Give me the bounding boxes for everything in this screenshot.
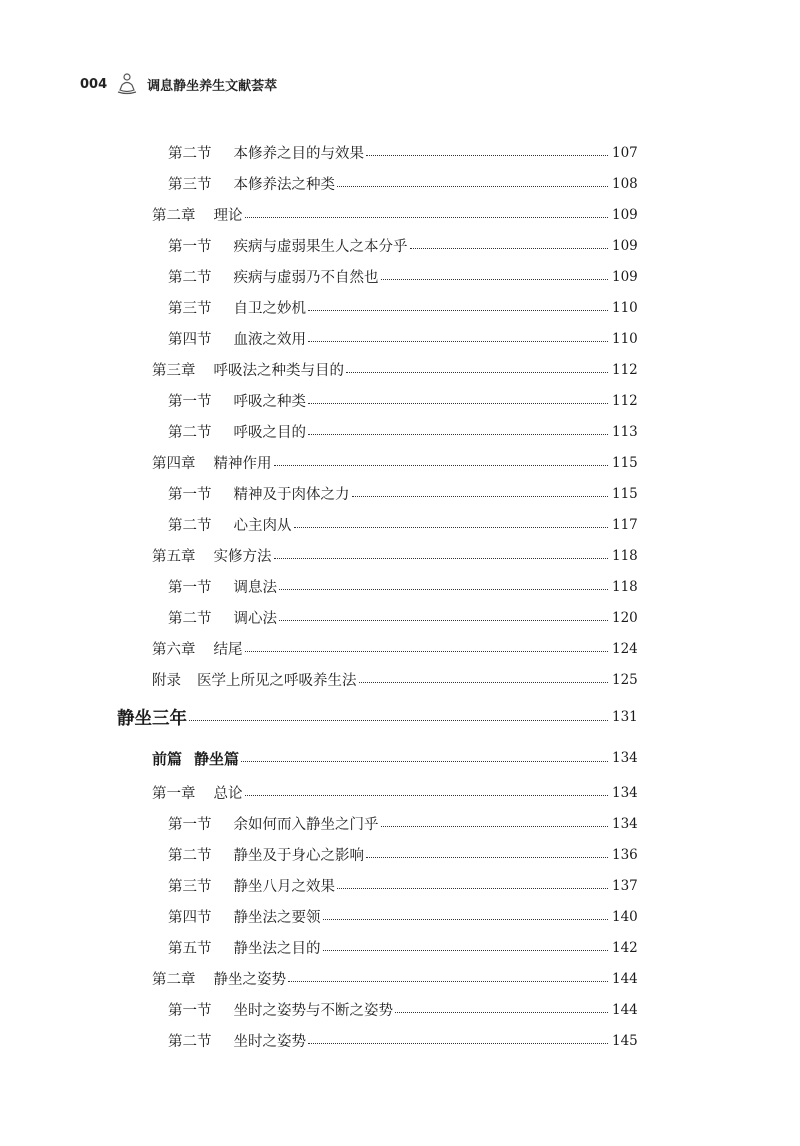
toc-entry — [0, 261, 800, 292]
toc-entry — [0, 777, 800, 808]
toc-entry-title: 本修养法之种类 — [233, 177, 335, 193]
toc-entry-page: 112 — [612, 361, 638, 378]
dot-leader — [245, 795, 609, 796]
toc-entry-label: 第一节 — [168, 487, 212, 503]
dot-leader — [381, 826, 609, 827]
toc-entry — [0, 839, 800, 870]
toc-entry-label: 第二章 — [152, 972, 196, 988]
page-number: 004 — [80, 76, 108, 92]
dot-leader — [245, 651, 609, 652]
toc-entry-page: 144 — [612, 970, 638, 987]
toc-entry-label: 第二节 — [168, 1034, 212, 1050]
toc-entry-title: 坐时之姿势与不断之姿势 — [233, 1003, 393, 1019]
toc-entry-title: 总论 — [213, 786, 243, 802]
dot-leader — [323, 950, 609, 951]
toc-entry-page: 136 — [612, 846, 638, 863]
toc-entry — [0, 199, 800, 230]
toc-entry — [0, 137, 800, 168]
toc-entry-label: 第三章 — [152, 363, 196, 379]
toc-entry-label: 第一节 — [168, 239, 212, 255]
toc-entry — [0, 447, 800, 478]
toc-entry — [0, 292, 800, 323]
dot-leader — [337, 888, 608, 889]
toc-entry-title: 呼吸法之种类与目的 — [213, 363, 344, 379]
toc-entry-label: 第四节 — [168, 332, 212, 348]
dot-leader — [245, 217, 609, 218]
toc-entry — [0, 739, 800, 777]
toc-entry-label: 前篇 — [152, 749, 183, 768]
toc-entry-page: 142 — [612, 939, 638, 956]
toc-entry-title: 疾病与虚弱果生人之本分乎 — [233, 239, 408, 255]
dot-leader — [352, 496, 609, 497]
toc-entry-page: 115 — [612, 454, 638, 471]
toc-entry-title: 调息法 — [233, 580, 277, 596]
toc-entry-page: 124 — [612, 640, 638, 657]
toc-entry-label: 第二节 — [168, 425, 212, 441]
dot-leader — [395, 1012, 608, 1013]
toc-entry — [0, 354, 800, 385]
toc-entry-title: 调心法 — [233, 611, 277, 627]
table-of-contents — [0, 137, 800, 1056]
toc-entry-label: 附录 — [152, 673, 181, 689]
dot-leader — [366, 155, 608, 156]
dot-leader — [323, 919, 609, 920]
toc-entry-page: 118 — [612, 547, 638, 564]
toc-entry-title: 精神作用 — [213, 456, 272, 472]
toc-entry — [0, 478, 800, 509]
toc-entry — [0, 168, 800, 199]
toc-entry-title: 结尾 — [213, 642, 243, 658]
toc-entry-title: 静坐三年 — [117, 708, 187, 729]
toc-entry-title: 静坐及于身心之影响 — [233, 848, 364, 864]
toc-entry-page: 107 — [612, 144, 638, 161]
toc-entry-label: 第四节 — [168, 910, 212, 926]
toc-entry-title: 实修方法 — [213, 549, 272, 565]
toc-entry-page: 115 — [612, 485, 638, 502]
dot-leader — [274, 465, 609, 466]
toc-entry-page: 145 — [612, 1032, 638, 1049]
toc-entry-title: 坐时之姿势 — [233, 1034, 306, 1050]
toc-entry — [0, 540, 800, 571]
toc-entry-label: 第一节 — [168, 394, 212, 410]
dot-leader — [359, 682, 609, 683]
toc-entry-page: 110 — [612, 299, 638, 316]
toc-entry-label: 第一节 — [168, 1003, 212, 1019]
toc-entry — [0, 385, 800, 416]
toc-entry-label: 第五章 — [152, 549, 196, 565]
toc-entry — [0, 602, 800, 633]
toc-entry-label: 第一节 — [168, 580, 212, 596]
toc-entry — [0, 664, 800, 695]
toc-entry-label: 第四章 — [152, 456, 196, 472]
dot-leader — [294, 527, 609, 528]
dot-leader — [366, 857, 608, 858]
toc-entry-title: 血液之效用 — [233, 332, 306, 348]
toc-entry-page: 109 — [612, 268, 638, 285]
toc-entry — [0, 230, 800, 261]
toc-entry-page: 118 — [612, 578, 638, 595]
toc-entry-label: 第三节 — [168, 879, 212, 895]
dot-leader — [308, 341, 608, 342]
toc-entry-page: 137 — [612, 877, 638, 894]
toc-entry-title: 自卫之妙机 — [233, 301, 306, 317]
toc-entry — [0, 901, 800, 932]
dot-leader — [189, 720, 608, 721]
toc-entry-label: 第三节 — [168, 177, 212, 193]
toc-entry-page: 125 — [612, 671, 638, 688]
toc-entry-label: 第六章 — [152, 642, 196, 658]
toc-entry-page: 134 — [612, 784, 638, 801]
dot-leader — [279, 620, 608, 621]
toc-entry-title: 精神及于肉体之力 — [233, 487, 350, 503]
dot-leader — [346, 372, 608, 373]
toc-entry-label: 第二节 — [168, 518, 212, 534]
toc-entry — [0, 633, 800, 664]
toc-entry — [0, 416, 800, 447]
toc-entry-page: 108 — [612, 175, 638, 192]
dot-leader — [288, 981, 608, 982]
meditating-figure-icon — [115, 72, 139, 96]
toc-entry-title: 静坐之姿势 — [213, 972, 286, 988]
toc-entry-label: 第一节 — [168, 817, 212, 833]
toc-entry-label: 第二节 — [168, 146, 212, 162]
toc-entry-page: 109 — [612, 206, 638, 223]
toc-entry-title: 静坐篇 — [194, 749, 240, 768]
dot-leader — [410, 248, 609, 249]
toc-entry-label: 第一章 — [152, 786, 196, 802]
toc-entry — [0, 695, 800, 739]
toc-entry — [0, 509, 800, 540]
dot-leader — [308, 403, 608, 404]
toc-entry — [0, 870, 800, 901]
toc-entry — [0, 932, 800, 963]
toc-entry-title: 疾病与虚弱乃不自然也 — [233, 270, 379, 286]
toc-entry — [0, 808, 800, 839]
dot-leader — [381, 279, 609, 280]
toc-entry-label: 第二节 — [168, 611, 212, 627]
toc-entry-label: 第二节 — [168, 270, 212, 286]
toc-entry-title: 静坐八月之效果 — [233, 879, 335, 895]
toc-entry-page: 113 — [612, 423, 638, 440]
dot-leader — [279, 589, 608, 590]
toc-entry-page: 131 — [612, 709, 638, 725]
toc-entry-page: 112 — [612, 392, 638, 409]
toc-entry-label: 第二节 — [168, 848, 212, 864]
toc-entry-page: 120 — [612, 609, 638, 626]
toc-entry-page: 134 — [612, 750, 638, 766]
toc-entry-page: 117 — [612, 516, 638, 533]
toc-entry-title: 呼吸之目的 — [233, 425, 306, 441]
toc-entry-title: 本修养之目的与效果 — [233, 146, 364, 162]
toc-entry — [0, 994, 800, 1025]
dot-leader — [308, 1043, 608, 1044]
toc-entry-page: 109 — [612, 237, 638, 254]
book-title: 调息静坐养生文献荟萃 — [147, 78, 278, 94]
dot-leader — [308, 434, 608, 435]
toc-entry-title: 医学上所见之呼吸养生法 — [197, 673, 357, 689]
toc-entry-title: 余如何而入静坐之门乎 — [233, 817, 379, 833]
toc-entry-label: 第五节 — [168, 941, 212, 957]
dot-leader — [274, 558, 609, 559]
toc-entry — [0, 1025, 800, 1056]
toc-entry — [0, 571, 800, 602]
toc-entry — [0, 323, 800, 354]
toc-entry-label: 第三节 — [168, 301, 212, 317]
dot-leader — [241, 761, 608, 762]
toc-entry — [0, 963, 800, 994]
toc-entry-title: 心主肉从 — [233, 518, 292, 534]
running-header — [80, 72, 277, 96]
dot-leader — [337, 186, 608, 187]
toc-entry-page: 110 — [612, 330, 638, 347]
toc-entry-title: 静坐法之要领 — [233, 910, 321, 926]
toc-entry-title: 理论 — [213, 208, 243, 224]
toc-entry-page: 140 — [612, 908, 638, 925]
toc-entry-page: 134 — [612, 815, 638, 832]
toc-entry-page: 144 — [612, 1001, 638, 1018]
toc-entry-label: 第二章 — [152, 208, 196, 224]
toc-entry-title: 静坐法之目的 — [233, 941, 321, 957]
toc-entry-title: 呼吸之种类 — [233, 394, 306, 410]
dot-leader — [308, 310, 608, 311]
